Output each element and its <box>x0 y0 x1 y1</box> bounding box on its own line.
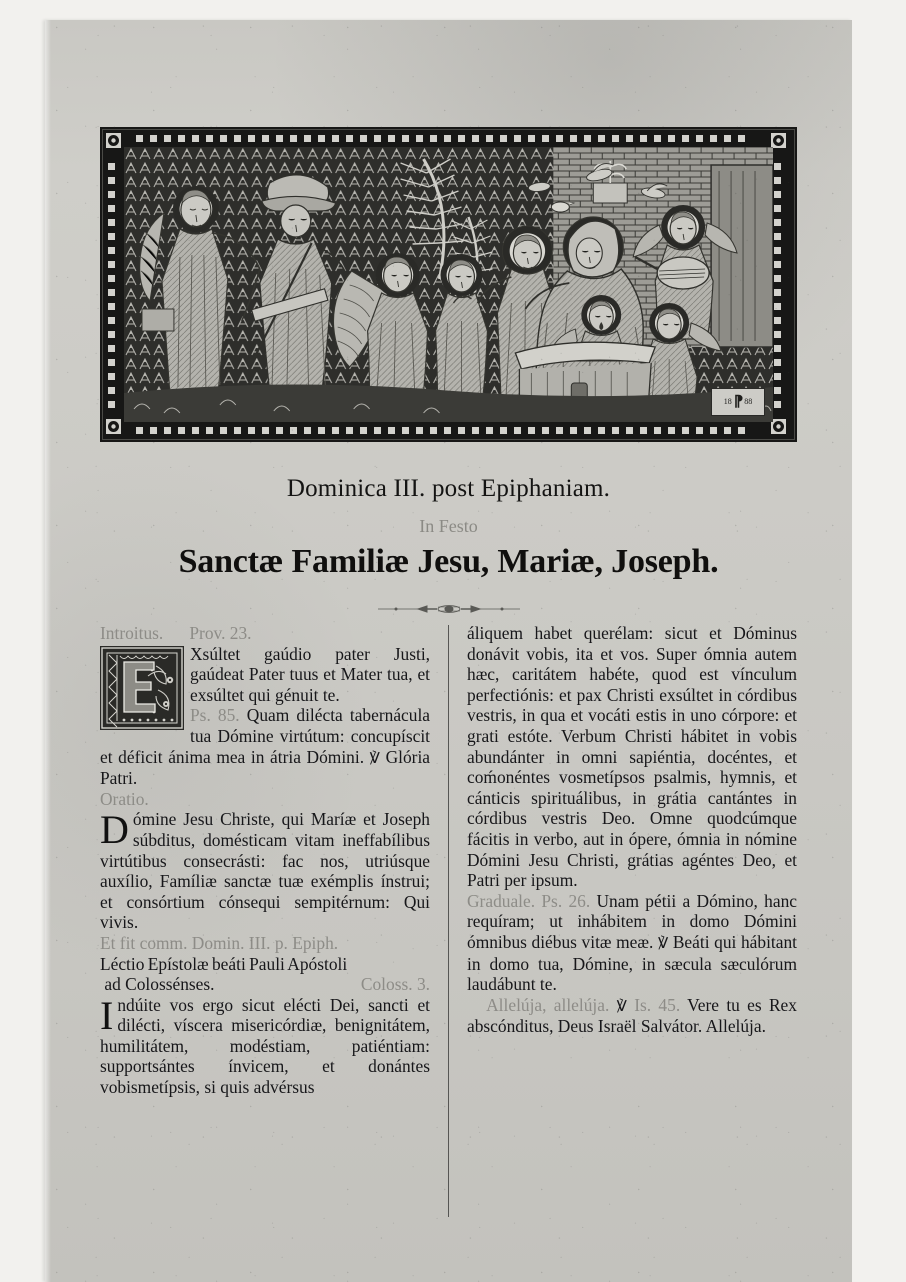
graduale-text: Unam pétii a Dómino, hanc requíram; ut inhábitem in domo Dómini ómnibus diébus vitæ meæ. <box>467 890 797 952</box>
graduale-reference: Ps. 26. <box>541 890 591 911</box>
commemoration-rubric: Et fit comm. Domin. III. p. Epiph. <box>100 932 339 953</box>
epistle-initial-I: I <box>100 992 114 1038</box>
oratio-paragraph <box>100 809 430 933</box>
ornamental-divider-icon <box>374 603 524 615</box>
page-title-dominica: Dominica III. post Epiphaniam. <box>286 475 611 502</box>
versicle-sign-icon: ℣ <box>657 933 669 952</box>
versicle-sign-icon: ℣ <box>616 996 627 1015</box>
right-column <box>467 623 797 1223</box>
left-column <box>100 623 430 1223</box>
introitus-reference: Prov. 23. <box>189 623 252 643</box>
alleluia-reference: Is. 45. <box>634 994 681 1015</box>
oratio-text: ómine Jesu Christe, qui Maríæ et Joseph súbditus, domésticam vitam ineffabílibus virtútibus consecrásti: fac nos, utriúsque auxílio, Famíliæ sanctæ tuæ exémplis ínstrui; et consórtium cónsequi sempitérnum: Qui vivis. <box>100 809 430 933</box>
introitus-text: Xsúltet gaúdio pater Justi, gaúdeat Pater tuus et Mater tua, et exsúltet qui génuit te. <box>190 643 430 705</box>
column-divider-rule <box>448 625 449 1217</box>
oratio-initial-D: D <box>100 807 129 853</box>
missal-page <box>45 20 852 1282</box>
epistle-text: ndúite vos ergo sicut elécti Dei, sancti et dilécti, víscera misericórdiæ, benignitátem, humilitátem, modéstiam, patiéntiam: supportsántes ínvicem, et donántes vobismetípsis, si quis advérsus <box>100 994 430 1098</box>
epistle-reference: Coloss. 3. <box>360 974 430 995</box>
psalm-text: Quam dilécta tabernácula tua Dómine virtútum: concupíscit et déficit ánima mea in átria Dómini. <box>100 705 430 767</box>
alleluia-text: Vere tu es Rex abscónditus, Deus Israël Salvátor. Allelúja. <box>467 994 797 1037</box>
oratio-label: Oratio. <box>100 788 149 809</box>
alleluia-paragraph <box>467 995 797 1037</box>
epistle-continued: áliquem habet querélam: sicut et Dóminus donávit vobis, ita et vos. Super ómnia autem hæc, caritátem habéte, quod est vínculum perfectiónis: et pax Christi exsúltet in córdibus vestris, in qua et vocáti estis in uno córpore: et grati estóte. Verbum Christi hábitet in vobis abundánter in omni sapiéntia, docéntes, et coḿonéntes vosmetípsos psalmis, hymnis, et cánticis spirituálibus, in grátia cantántes in córdibus vestris Deo. Omne quodcúmque fácitis in verbo, aut in ópere, ómnia in nómine Dómini Jesu Christi, grátias agéntes Deo, et Patri per ipsum. <box>467 623 797 891</box>
epistle-paragraph <box>100 992 430 1098</box>
psalm-label: Ps. 85. <box>190 705 240 726</box>
text-columns <box>100 623 797 1223</box>
introitus-label: Introitus. <box>100 623 164 643</box>
artist-monogram <box>711 388 765 416</box>
page-subtitle-in-festo: In Festo <box>419 516 478 536</box>
page-fold-highlight <box>45 20 51 1282</box>
decorated-initial-E <box>100 646 184 730</box>
illuminated-letter-icon <box>100 646 184 730</box>
monogram-glyph: ⁋ <box>733 393 743 410</box>
introitus-heading <box>100 623 430 644</box>
monogram-year-left: 18 <box>723 397 732 406</box>
illustration <box>100 127 797 442</box>
illustration-scene <box>124 147 773 422</box>
versicle-sign-icon: ℣ <box>369 748 380 767</box>
oratio-heading <box>100 789 430 810</box>
alleluia-label: Allelúja, allelúja. <box>486 994 610 1015</box>
epistle-title-line1: Léctio Epístolæ beáti Pauli Apóstoli <box>100 953 348 974</box>
epistle-title-line2: ad Colossénses. Coloss. 3. <box>104 974 430 995</box>
graduale-versicle-text: Beáti qui hábitant in domo tua, Dómine, in sæcula sæculórum laudábunt te. <box>467 931 797 995</box>
graduale-paragraph <box>467 891 797 995</box>
psalm-versicle-text: Glória Patri. <box>100 746 430 789</box>
monogram-year-right: 88 <box>744 397 753 406</box>
page-title-feast: Sanctæ Familiæ Jesu, Mariæ, Joseph. <box>178 543 719 580</box>
graduale-label: Graduale. <box>467 890 536 911</box>
holy-family-scene-icon <box>124 147 773 422</box>
